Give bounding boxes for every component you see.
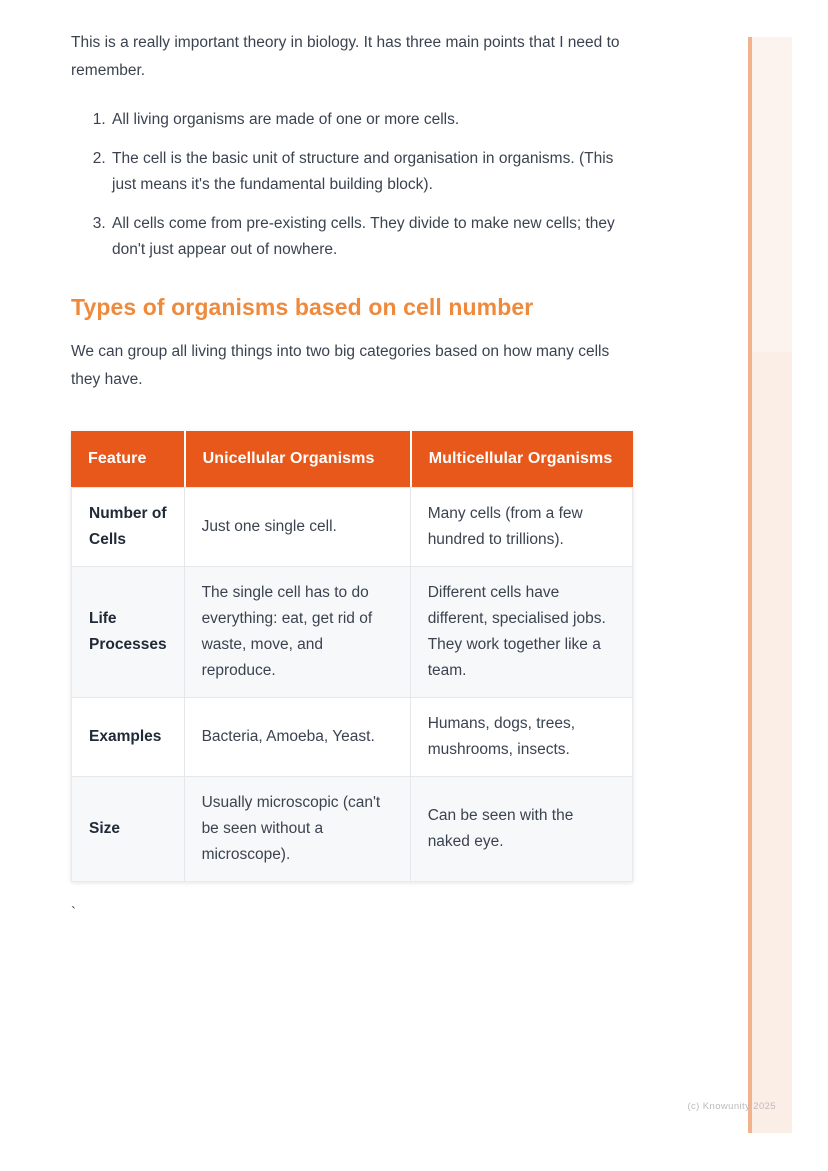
table-row [71,566,633,697]
section-intro-paragraph: We can group all living things into two big categories based on how many cells they have. [71,343,610,388]
cell-unicellular: Just one single cell. [184,487,410,566]
row-label: Examples [71,697,184,776]
section-heading: Types of organisms based on cell number [71,294,534,320]
cell-multicellular: Many cells (from a few hundred to trillions). [410,487,633,566]
cell-multicellular: Humans, dogs, trees, mushrooms, insects. [410,697,633,776]
cell-unicellular: Bacteria, Amoeba, Yeast. [184,697,410,776]
cell-multicellular: Different cells have different, specialised jobs. They work together like a team. [410,566,633,697]
list-item: 2. The cell is the basic unit of structure and organisation in organisms. (This just means it's the fundamental building block). [110,146,634,198]
table-row [71,487,633,566]
row-label: Size [71,776,184,882]
row-label: Life Processes [71,566,184,697]
cell-unicellular: The single cell has to do everything: eat, get rid of waste, move, and reproduce. [184,566,410,697]
header-cell-feature: Feature [71,431,184,487]
table-row [71,697,633,776]
list-item: 3. All cells come from pre-existing cells. They divide to make new cells; they don't just appear out of nowhere. [110,211,634,263]
decorative-side-stripe [748,37,792,1133]
footer-credit: (c) Knowunity 2025 [687,1101,776,1112]
list-item: 1. All living organisms are made of one or more cells. [110,107,634,133]
header-cell-multicellular: Multicellular Organisms [410,431,633,487]
document-content [71,0,634,921]
stray-backtick: ` [71,904,76,921]
cell-theory-list [71,107,634,263]
row-label: Number of Cells [71,487,184,566]
cell-multicellular: Can be seen with the naked eye. [410,776,633,882]
cell-unicellular: Usually microscopic (can't be seen without a microscope). [184,776,410,882]
comparison-table [71,431,633,882]
intro-paragraph: This is a really important theory in biology. It has three main points that I need to remember. [71,34,620,79]
header-cell-unicellular: Unicellular Organisms [184,431,410,487]
table-row [71,776,633,882]
table-header-row [71,431,633,487]
